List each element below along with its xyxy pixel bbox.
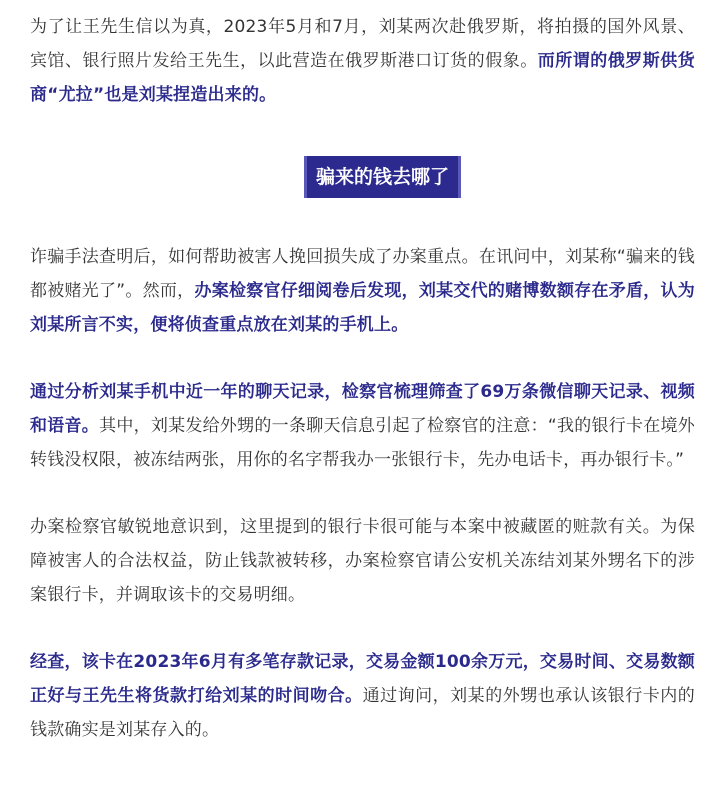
paragraph-text: 诈骗手法查明后，如何帮助被害人挽回损失成了办案重点。在讯问中，刘某称“骗来的钱都被赌光了”。然而， (30, 247, 695, 301)
paragraph-gap (30, 477, 695, 510)
paragraph-freeze-card (30, 510, 695, 612)
emphasis-text: 经查，该卡在2023年6月有多笔存款记录，交易金额100余万元，交易时间、交易数额正好与王先生将货款打给刘某的时间吻合。 (30, 652, 695, 706)
paragraph-fake-russia-trip (30, 10, 695, 112)
emphasis-text: 办案检察官仔细阅卷后发现，刘某交代的赌博数额存在矛盾，认为刘某所言不实，便将侦查重点放在刘某的手机上。 (30, 281, 695, 335)
paragraph-text: 为了让王先生信以为真，2023年5月和7月，刘某两次赴俄罗斯，将拍摄的国外风景、宾馆、银行照片发给王先生，以此营造在俄罗斯港口订货的假象。 (30, 17, 695, 71)
emphasis-text: 而所谓的俄罗斯供货商“尤拉”也是刘某捏造出来的。 (30, 51, 695, 105)
paragraph-text: 其中，刘某发给外甥的一条聊天信息引起了检察官的注意：“我的银行卡在境外转钱没权限，被冻结两张，用你的名字帮我办一张银行卡，先办电话卡，再办银行卡。” (30, 416, 695, 470)
paragraph-gap (30, 342, 695, 375)
paragraph-investigation-result (30, 645, 695, 747)
paragraph-recovery-focus (30, 240, 695, 342)
paragraph-chat-analysis (30, 375, 695, 477)
emphasis-text: 通过分析刘某手机中近一年的聊天记录，检察官梳理筛查了69万条微信聊天记录、视频和语音。 (30, 382, 695, 436)
paragraph-text: 通过询问，刘某的外甥也承认该银行卡内的钱款确实是刘某存入的。 (30, 686, 695, 740)
section-heading-wrap (30, 156, 695, 198)
article-body (30, 0, 695, 747)
section-heading: 骗来的钱去哪了 (304, 156, 461, 198)
paragraph-gap (30, 612, 695, 645)
paragraph-text: 办案检察官敏锐地意识到，这里提到的银行卡很可能与本案中被藏匿的赃款有关。为保障被害人的合法权益，防止钱款被转移，办案检察官请公安机关冻结刘某外甥名下的涉案银行卡，并调取该卡的交易明细。 (30, 517, 695, 605)
